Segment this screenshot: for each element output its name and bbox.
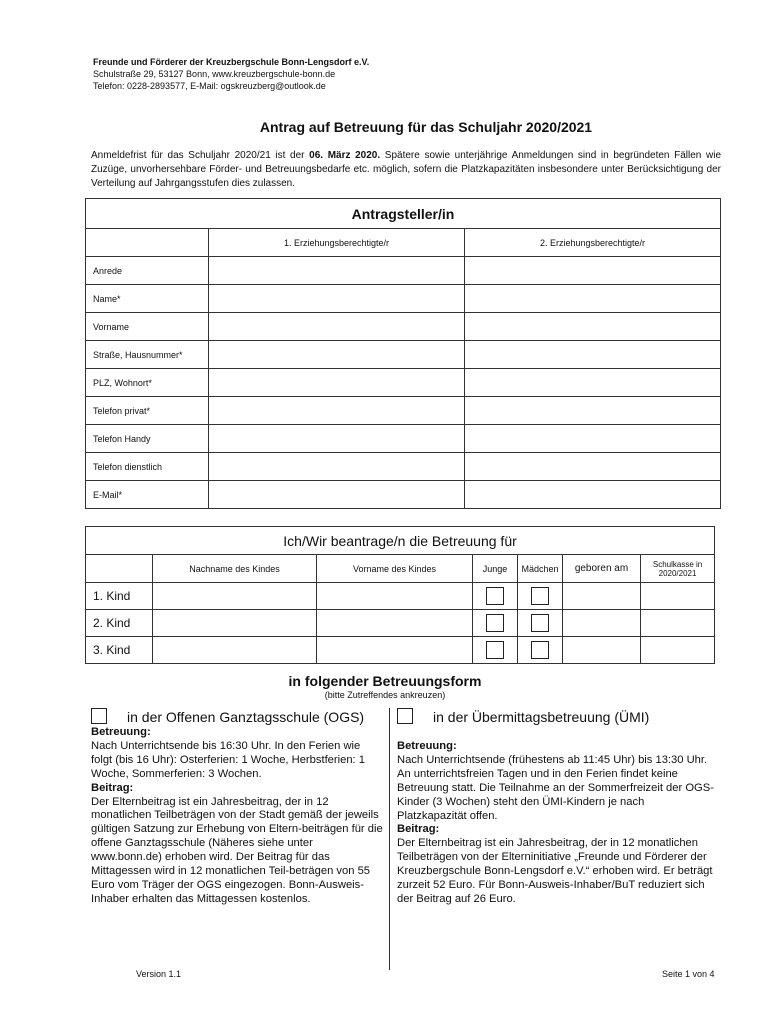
care-form-title: in folgender Betreuungsform [288, 673, 482, 689]
birthdate-header: geboren am [563, 555, 641, 583]
field-label-telefon-handy: Telefon Handy [86, 425, 209, 453]
child-3-label: 3. Kind [86, 637, 153, 664]
child-3-girl-checkbox[interactable] [531, 641, 549, 659]
child-1-lastname-input[interactable] [153, 583, 317, 610]
ogs-betreuung-text: Nach Unterrichtsende bis 16:30 Uhr. In den Ferien wie folgt (bis 16 Uhr): Osterferien: 1 Woche, Herbstferien: 1 Woche, Sommerferien: 3 Wochen. [91, 739, 366, 780]
uemi-heading-text: in der Übermittagsbetreuung (ÜMI) [433, 709, 650, 725]
field-label-telefon-dienstlich: Telefon dienstlich [86, 453, 209, 481]
child-2-girl-checkbox[interactable] [531, 614, 549, 632]
lastname-header: Nachname des Kindes [153, 555, 317, 583]
care-form-hint: (bitte Zutreffendes ankreuzen) [324, 690, 446, 700]
guardian-1-header: 1. Erziehungsberechtigte/r [209, 229, 465, 257]
ogs-betreuung-label: Betreuung: [91, 726, 151, 738]
guardian-2-strasse-input[interactable] [465, 341, 721, 369]
child-3-school-fund-input[interactable] [641, 637, 715, 664]
boy-header: Junge [473, 555, 518, 583]
guardian-2-telefon-privat-input[interactable] [465, 397, 721, 425]
field-label-telefon-privat: Telefon privat* [86, 397, 209, 425]
guardian-2-telefon-handy-input[interactable] [465, 425, 721, 453]
guardian-2-vorname-input[interactable] [465, 313, 721, 341]
ogs-beitrag-text: Der Elternbeitrag ist ein Jahresbeitrag, der in 12 monatlichen Teilbeträgen von der Stadt gemäß der jeweils gültigen Satzung zur Erhebung von Eltern-beiträgen für die offene Ganztagsschule (Näheres siehe unter www.bonn.de) erhoben wird. Der Beitrag für das Mittagessen wird in 12 monatlichen Teil-beträgen von 55 Euro vom Träger der OGS eingezogen. Bonn-Ausweis-Inhaber erhalten das Mittagessen kostenlos. [91, 795, 383, 905]
guardian-2-header: 2. Erziehungsberechtigte/r [465, 229, 721, 257]
guardian-2-email-input[interactable] [465, 481, 721, 509]
document-title: Antrag auf Betreuung für das Schuljahr 2020/2021 [259, 119, 593, 135]
uemi-heading [397, 708, 717, 726]
child-3-boy-checkbox[interactable] [486, 641, 504, 659]
applicant-table [85, 198, 721, 509]
applicant-corner-cell [86, 229, 209, 257]
page-number: Seite 1 von 4 [662, 969, 715, 979]
field-label-email: E-Mail* [86, 481, 209, 509]
ogs-heading [91, 708, 383, 726]
guardian-1-plz-input[interactable] [209, 369, 465, 397]
child-1-boy-checkbox[interactable] [486, 587, 504, 605]
child-3-birthdate-input[interactable] [563, 637, 641, 664]
child-2-label: 2. Kind [86, 610, 153, 637]
guardian-1-telefon-dienstlich-input[interactable] [209, 453, 465, 481]
child-1-birthdate-input[interactable] [563, 583, 641, 610]
field-label-name: Name* [86, 285, 209, 313]
organization-name: Freunde und Förderer der Kreuzbergschule Bonn-Lengsdorf e.V. [93, 57, 370, 67]
guardian-1-anrede-input[interactable] [209, 257, 465, 285]
uemi-betreuung-label: Betreuung: [397, 740, 457, 752]
child-2-firstname-input[interactable] [317, 610, 473, 637]
guardian-1-name-input[interactable] [209, 285, 465, 313]
child-3-firstname-input[interactable] [317, 637, 473, 664]
guardian-1-vorname-input[interactable] [209, 313, 465, 341]
organization-contact: Telefon: 0228-2893577, E-Mail: ogskreuzberg@outlook.de [93, 81, 326, 91]
child-3-lastname-input[interactable] [153, 637, 317, 664]
uemi-beitrag-label: Beitrag: [397, 823, 440, 836]
child-2-boy-checkbox[interactable] [486, 614, 504, 632]
uemi-betreuung-text: Nach Unterrichtsende (frühestens ab 11:45 Uhr) bis 13:30 Uhr. An unterrichtsfreien Tagen und in den Ferien findet keine Betreuung statt. Die Teilnahme an der Sommerfreizeit der OGS-Kinder (3 Wochen) steht den ÜMI-Kindern je nach Platzkapazität offen. [397, 753, 714, 822]
school-fund-header: Schulkasse in 2020/2021 [641, 555, 715, 583]
child-1-girl-checkbox[interactable] [531, 587, 549, 605]
guardian-2-name-input[interactable] [465, 285, 721, 313]
girl-header: Mädchen [518, 555, 563, 583]
firstname-header: Vorname des Kindes [317, 555, 473, 583]
child-2-school-fund-input[interactable] [641, 610, 715, 637]
field-label-plz-wohnort: PLZ, Wohnort* [86, 369, 209, 397]
intro-paragraph [91, 149, 721, 191]
child-2-birthdate-input[interactable] [563, 610, 641, 637]
organization-address: Schulstraße 29, 53127 Bonn, www.kreuzbergschule-bonn.de [93, 69, 336, 79]
child-1-label: 1. Kind [86, 583, 153, 610]
guardian-1-strasse-input[interactable] [209, 341, 465, 369]
uemi-checkbox[interactable] [397, 708, 413, 724]
guardian-1-email-input[interactable] [209, 481, 465, 509]
guardian-2-anrede-input[interactable] [465, 257, 721, 285]
guardian-1-telefon-handy-input[interactable] [209, 425, 465, 453]
guardian-2-plz-input[interactable] [465, 369, 721, 397]
ogs-heading-text: in der Offenen Ganztagsschule (OGS) [127, 709, 365, 725]
child-2-lastname-input[interactable] [153, 610, 317, 637]
version-label: Version 1.1 [136, 969, 182, 979]
ogs-beitrag-label: Beitrag: [91, 781, 134, 794]
child-1-school-fund-input[interactable] [641, 583, 715, 610]
guardian-2-telefon-dienstlich-input[interactable] [465, 453, 721, 481]
uemi-section [397, 708, 717, 907]
field-label-vorname: Vorname [86, 313, 209, 341]
child-1-firstname-input[interactable] [317, 583, 473, 610]
guardian-1-telefon-privat-input[interactable] [209, 397, 465, 425]
ogs-section [91, 708, 383, 907]
field-label-anrede: Anrede [86, 257, 209, 285]
intro-text-before: Anmeldefrist für das Schuljahr 2020/21 ist der [91, 150, 310, 161]
children-table-heading: Ich/Wir beantrage/n die Betreuung für [86, 527, 715, 555]
applicant-table-heading: Antragsteller/in [86, 199, 721, 229]
children-table [85, 526, 715, 664]
registration-deadline: 06. März 2020. [309, 150, 381, 161]
field-label-strasse: Straße, Hausnummer* [86, 341, 209, 369]
ogs-checkbox[interactable] [91, 708, 107, 724]
column-divider [389, 708, 390, 970]
intro-text-after: Spätere sowie unterjährige Anmeldungen sind in begründeten Fällen wie Zuzüge, unvorhersehbare Förder- und Betreuungsbedarfe etc. möglich, sofern die Platzkapazitäten insbesondere unter Berücksichtigung der Verteilung auf Jahrgangsstufen dies zulassen. [91, 150, 722, 189]
children-corner-cell [86, 555, 153, 583]
uemi-beitrag-text: Der Elternbeitrag ist ein Jahresbeitrag, der in 12 monatlichen Teilbeträgen von der Elterninitiative „Freunde und Förderer der Kreuzbergschule Bonn-Lengsdorf e.V.“ erhoben wird. Er beträgt zurzeit 52 Euro. Für Bonn-Ausweis-Inhaber/BuT reduziert sich der Beitrag auf 26 Euro. [397, 837, 713, 905]
